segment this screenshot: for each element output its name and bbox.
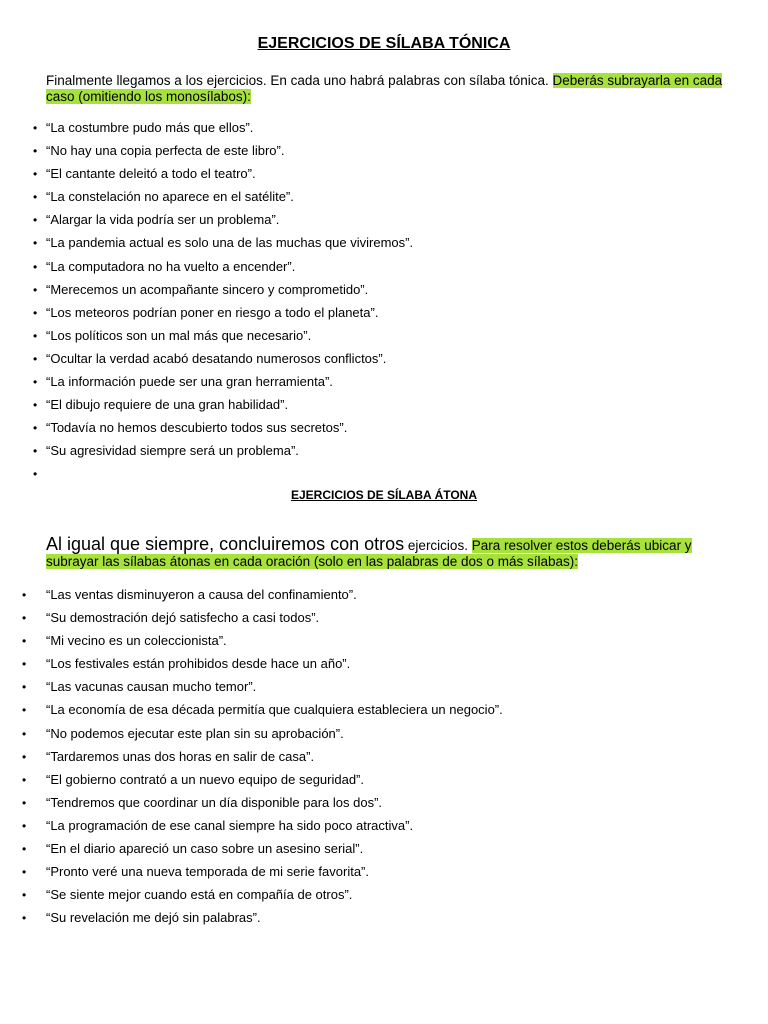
list-item-text: “Su agresividad siempre será un problema”.: [46, 443, 299, 459]
list-item: [30, 281, 413, 304]
list-item: [30, 350, 413, 373]
bullet-icon: •: [33, 444, 38, 459]
list-item: [18, 909, 503, 932]
bullet-icon: •: [22, 911, 27, 926]
list-item-text: “Pronto veré una nueva temporada de mi serie favorita”.: [46, 864, 370, 880]
intro-large-text: Al igual que siempre, concluiremos con otros: [46, 534, 405, 554]
list-item: [18, 678, 503, 701]
list-item: [30, 373, 413, 396]
bullet-icon: •: [33, 190, 38, 205]
list-item: [30, 211, 413, 234]
list-item: [18, 771, 503, 794]
bullet-icon: •: [33, 167, 38, 182]
list-item: [30, 258, 413, 281]
section-title-silaba-tonica: EJERCICIOS DE SÍLABA TÓNICA: [257, 35, 511, 52]
section-title-silaba-atona: EJERCICIOS DE SÍLABA ÁTONA: [290, 488, 478, 502]
bullet-icon: •: [22, 611, 27, 626]
list-item-text: “Las ventas disminuyeron a causa del confinamiento”.: [46, 587, 357, 602]
list-item-text: “Todavía no hemos descubierto todos sus secretos”.: [46, 420, 348, 436]
bullet-icon: •: [22, 680, 27, 695]
list-item-text: “La constelación no aparece en el satélite”.: [46, 189, 294, 205]
list-item-text: “La pandemia actual es solo una de las muchas que viviremos”.: [46, 235, 414, 251]
exercise-list-atona: [18, 586, 503, 932]
list-item-text: “No podemos ejecutar este plan sin su aprobación”.: [46, 725, 344, 741]
bullet-icon: •: [33, 121, 38, 135]
list-item-text: “Los políticos son un mal más que necesario”.: [46, 327, 312, 343]
bullet-icon: •: [22, 588, 27, 602]
intro-paragraph-tonica: [46, 73, 728, 105]
bullet-icon: •: [22, 749, 27, 764]
bullet-icon: •: [22, 888, 27, 903]
list-item-text: “La economía de esa década permitía que cualquiera estableciera un negocio”.: [46, 702, 503, 718]
list-item: [30, 165, 413, 188]
list-item: [18, 794, 503, 817]
list-item-text: “Mi vecino es un coleccionista”.: [46, 633, 227, 649]
list-item-text: “Tendremos que coordinar un día disponible para los dos”.: [46, 794, 383, 810]
bullet-icon: •: [33, 467, 38, 482]
bullet-icon: •: [22, 634, 27, 649]
list-item-text: “Los meteoros podrían poner en riesgo a todo el planeta”.: [46, 304, 379, 320]
list-item: [18, 655, 503, 678]
list-item: [18, 886, 503, 909]
list-item-text: “En el diario apareció un caso sobre un asesino serial”.: [46, 841, 364, 857]
highlighted-instruction: Deberás subrayarla en cada caso (omitiendo los monosílabos):: [46, 73, 723, 104]
list-item: [18, 748, 503, 771]
list-item-text: “Las vacunas causan mucho temor”.: [46, 679, 257, 695]
list-item-text: “La costumbre pudo más que ellos”.: [46, 120, 254, 135]
list-item: [30, 304, 413, 327]
list-item-text: “El dibujo requiere de una gran habilidad”.: [46, 397, 289, 413]
bullet-icon: •: [33, 282, 38, 297]
list-item: [18, 701, 503, 724]
bullet-icon: •: [33, 421, 38, 436]
list-item-text: “Alargar la vida podría ser un problema”.: [46, 212, 280, 228]
bullet-icon: •: [33, 144, 38, 159]
intro-text: Finalmente llegamos a los ejercicios. En cada uno habrá palabras con sílaba tónica.: [46, 73, 553, 88]
list-item: [30, 119, 413, 142]
list-item: [30, 465, 413, 488]
bullet-icon: •: [22, 657, 27, 672]
list-item-text: “Su revelación me dejó sin palabras”.: [46, 910, 261, 926]
list-item: [30, 442, 413, 465]
bullet-icon: •: [22, 865, 27, 880]
bullet-icon: •: [22, 842, 27, 857]
list-item: [18, 863, 503, 886]
bullet-icon: •: [22, 703, 27, 718]
list-item-text: “Ocultar la verdad acabó desatando numerosos conflictos”.: [46, 350, 387, 366]
list-item-text: “La información puede ser una gran herramienta”.: [46, 374, 333, 390]
list-item: [18, 840, 503, 863]
bullet-icon: •: [33, 259, 38, 274]
list-item: [30, 234, 413, 257]
bullet-icon: •: [22, 726, 27, 741]
list-item: [18, 586, 503, 609]
list-item: [30, 327, 413, 350]
list-item-text: “La computadora no ha vuelto a encender”.: [46, 258, 296, 274]
bullet-icon: •: [33, 328, 38, 343]
bullet-icon: •: [22, 772, 27, 787]
bullet-icon: •: [22, 818, 27, 833]
list-item-text: “La programación de ese canal siempre ha sido poco atractiva”.: [46, 817, 414, 833]
intro-text: ejercicios.: [404, 538, 472, 553]
bullet-icon: •: [33, 305, 38, 320]
list-item-text: “No hay una copia perfecta de este libro”.: [46, 143, 285, 159]
list-item: [30, 188, 413, 211]
list-item-text: “El gobierno contrató a un nuevo equipo de seguridad”.: [46, 771, 364, 787]
list-item-text: “Los festivales están prohibidos desde hace un año”.: [46, 656, 351, 672]
list-item: [30, 396, 413, 419]
bullet-icon: •: [33, 351, 38, 366]
intro-paragraph-atona: [46, 536, 728, 570]
list-item-text: “Tardaremos unas dos horas en salir de casa”.: [46, 748, 315, 764]
bullet-icon: •: [22, 795, 27, 810]
list-item: [30, 142, 413, 165]
list-item: [18, 632, 503, 655]
bullet-icon: •: [33, 398, 38, 413]
highlighted-instruction: Para resolver estos deberás ubicar y subrayar las sílabas átonas en cada oración (solo en las palabras de dos o más sílabas):: [46, 538, 692, 569]
list-item-text: “Su demostración dejó satisfecho a casi todos”.: [46, 610, 320, 626]
list-item: [18, 725, 503, 748]
list-item: [18, 817, 503, 840]
bullet-icon: •: [33, 213, 38, 228]
list-item: [30, 419, 413, 442]
list-item-text: “Se siente mejor cuando está en compañía de otros”.: [46, 887, 353, 903]
bullet-icon: •: [33, 375, 38, 390]
exercise-list-tonica: [30, 119, 413, 489]
list-item: [18, 609, 503, 632]
bullet-icon: •: [33, 236, 38, 251]
list-item-text: “El cantante deleitó a todo el teatro”.: [46, 166, 256, 182]
list-item-text: “Merecemos un acompañante sincero y comprometido”.: [46, 281, 369, 297]
